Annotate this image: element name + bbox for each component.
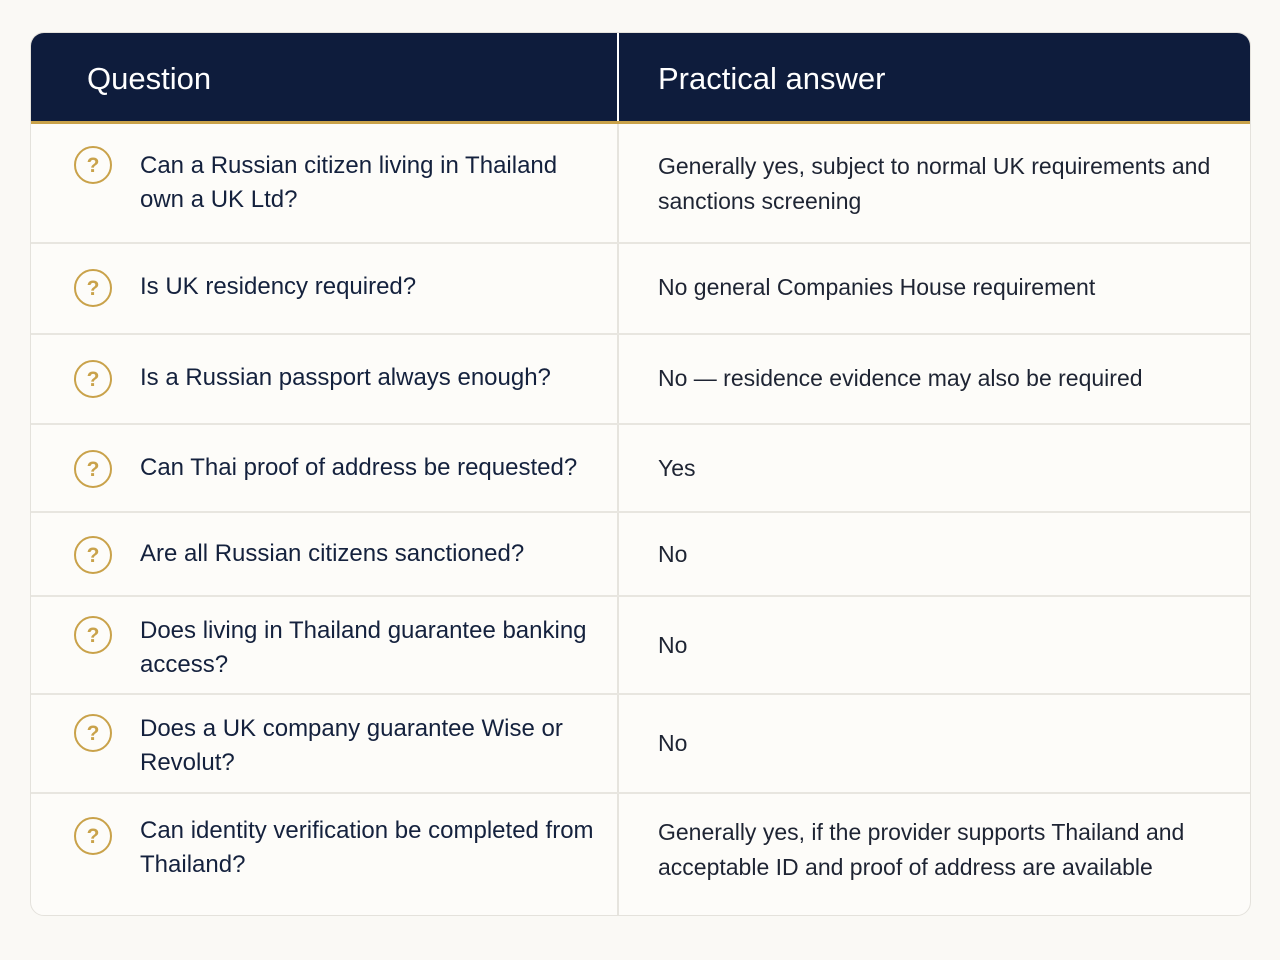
answer-text: No bbox=[658, 541, 688, 567]
question-text: Is UK residency required? bbox=[140, 273, 417, 300]
table-row bbox=[31, 597, 1250, 695]
question-text: Can a Russian citizen living in Thailand own a UK Ltd? bbox=[140, 152, 558, 213]
question-text: Does living in Thailand guarantee banking access? bbox=[140, 617, 587, 678]
answer-text: Yes bbox=[658, 455, 696, 481]
question-mark-icon: ? bbox=[74, 450, 112, 488]
header-column-divider bbox=[617, 33, 619, 121]
answer-text: No bbox=[658, 730, 688, 756]
answer-text: No — residence evidence may also be required bbox=[658, 365, 1143, 391]
question-text: Can Thai proof of address be requested? bbox=[140, 454, 578, 481]
question-mark-icon: ? bbox=[74, 360, 112, 398]
table-row bbox=[31, 244, 1250, 335]
question-text: Does a UK company guarantee Wise or Revolut? bbox=[140, 715, 563, 776]
table-row bbox=[31, 695, 1250, 794]
answer-text: Generally yes, subject to normal UK requirements and sanctions screening bbox=[658, 153, 1211, 214]
question-mark-icon: ? bbox=[74, 616, 112, 654]
header-practical-answer: Practical answer bbox=[658, 60, 886, 96]
question-text: Are all Russian citizens sanctioned? bbox=[140, 540, 525, 567]
table-row bbox=[31, 513, 1250, 597]
question-mark-icon: ? bbox=[74, 269, 112, 307]
faq-table bbox=[30, 32, 1251, 916]
answer-text: Generally yes, if the provider supports Thailand and acceptable ID and proof of address are available bbox=[658, 819, 1185, 880]
table-row bbox=[31, 335, 1250, 425]
header-question: Question bbox=[87, 60, 212, 96]
question-mark-icon: ? bbox=[74, 146, 112, 184]
table-row bbox=[31, 794, 1250, 916]
table-row bbox=[31, 124, 1250, 244]
table-header bbox=[31, 33, 1250, 124]
table-row bbox=[31, 425, 1250, 513]
answer-text: No bbox=[658, 632, 688, 658]
question-mark-icon: ? bbox=[74, 714, 112, 752]
question-text: Can identity verification be completed from Thailand? bbox=[140, 817, 594, 878]
answer-text: No general Companies House requirement bbox=[658, 274, 1096, 300]
question-mark-icon: ? bbox=[74, 536, 112, 574]
question-mark-icon: ? bbox=[74, 817, 112, 855]
question-text: Is a Russian passport always enough? bbox=[140, 364, 551, 391]
